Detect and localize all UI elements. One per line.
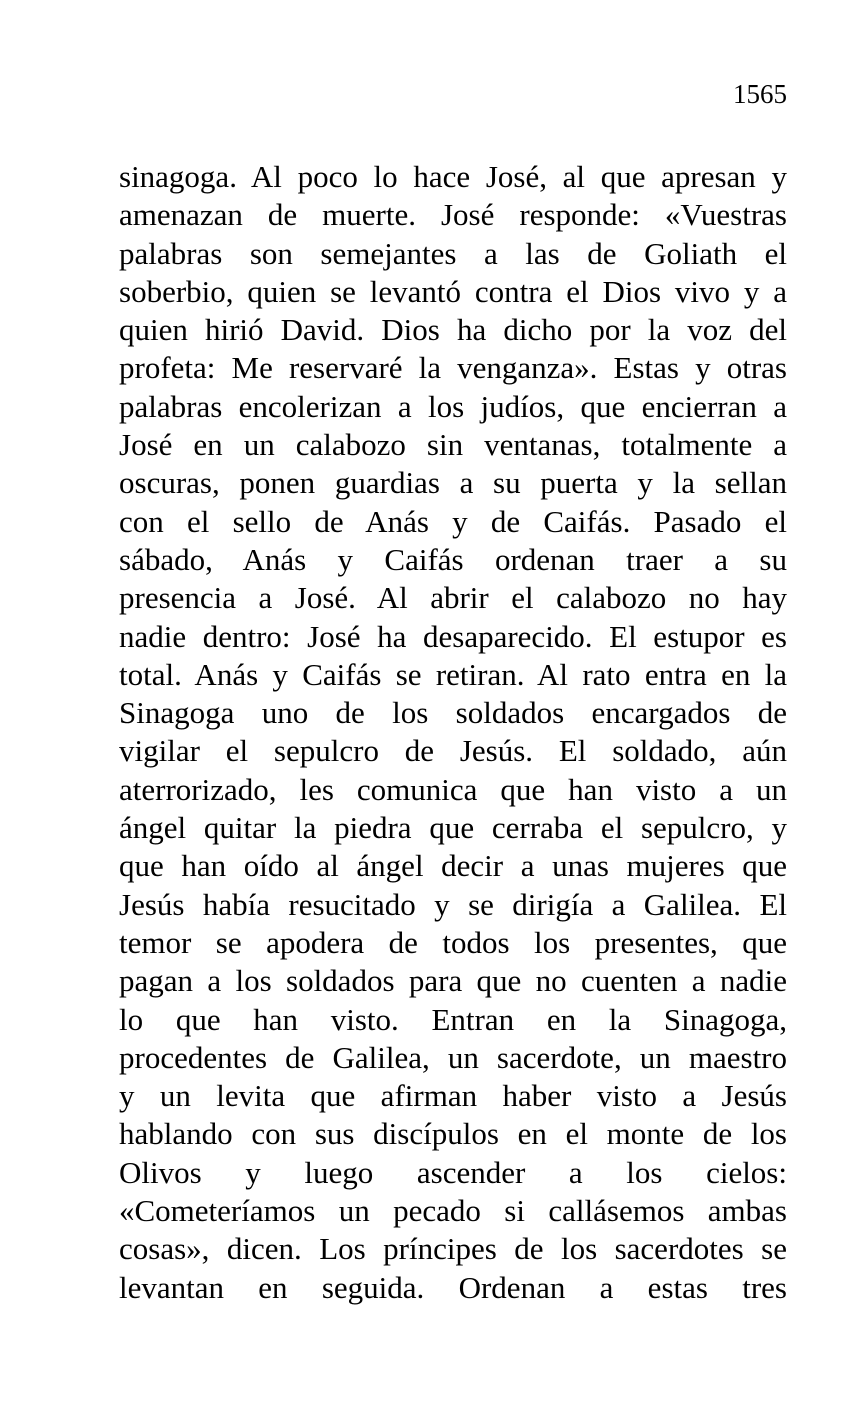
text-line: pagan a los soldados para que no cuenten a nadie	[119, 963, 787, 999]
text-line: soberbio, quien se levantó contra el Dios vivo y a	[119, 273, 787, 309]
text-line: Sinagoga uno de los soldados encargados de	[119, 695, 787, 731]
text-line: quien hirió David. Dios ha dicho por la voz del	[119, 312, 787, 348]
text-line: amenazan de muerte. José responde: «Vuestras	[119, 197, 787, 233]
text-line: y un levita que afirman haber visto a Jesús	[119, 1078, 787, 1114]
text-line: aterrorizado, les comunica que han visto a un	[119, 771, 787, 807]
text-line: que han oído al ángel decir a unas mujeres que	[119, 848, 787, 884]
text-line: levantan en seguida. Ordenan a estas tres	[119, 1269, 787, 1305]
text-line: Jesús había resucitado y se dirigía a Galilea. El	[119, 886, 787, 922]
text-line: palabras encolerizan a los judíos, que encierran a	[119, 388, 787, 424]
text-line: sinagoga. Al poco lo hace José, al que apresan y	[119, 159, 787, 194]
text-line: profeta: Me reservaré la venganza». Estas y otras	[119, 350, 787, 386]
text-line: nadie dentro: José ha desaparecido. El estupor es	[119, 618, 787, 654]
text-line: Olivos y luego ascender a los cielos:	[119, 1154, 787, 1190]
text-line: total. Anás y Caifás se retiran. Al rato entra en la	[119, 656, 787, 692]
text-line: oscuras, ponen guardias a su puerta y la sellan	[119, 465, 787, 501]
page-number: 1565	[733, 79, 787, 109]
text-line: vigilar el sepulcro de Jesús. El soldado, aún	[119, 733, 787, 769]
text-line: palabras son semejantes a las de Goliath el	[119, 235, 787, 271]
text-line: con el sello de Anás y de Caifás. Pasado el	[119, 503, 787, 539]
text-line: «Cometeríamos un pecado si callásemos ambas	[119, 1193, 787, 1229]
body-text	[119, 158, 787, 1307]
text-line: lo que han visto. Entran en la Sinagoga,	[119, 1001, 787, 1037]
text-line: ángel quitar la piedra que cerraba el sepulcro, y	[119, 810, 787, 846]
text-line: sábado, Anás y Caifás ordenan traer a su	[119, 541, 787, 577]
text-line: procedentes de Galilea, un sacerdote, un maestro	[119, 1039, 787, 1075]
text-line: hablando con sus discípulos en el monte de los	[119, 1116, 787, 1152]
text-line: presencia a José. Al abrir el calabozo no hay	[119, 580, 787, 616]
text-line: temor se apodera de todos los presentes, que	[119, 924, 787, 960]
text-line: José en un calabozo sin ventanas, totalmente a	[119, 427, 787, 463]
text-line: cosas», dicen. Los príncipes de los sacerdotes se	[119, 1231, 787, 1267]
